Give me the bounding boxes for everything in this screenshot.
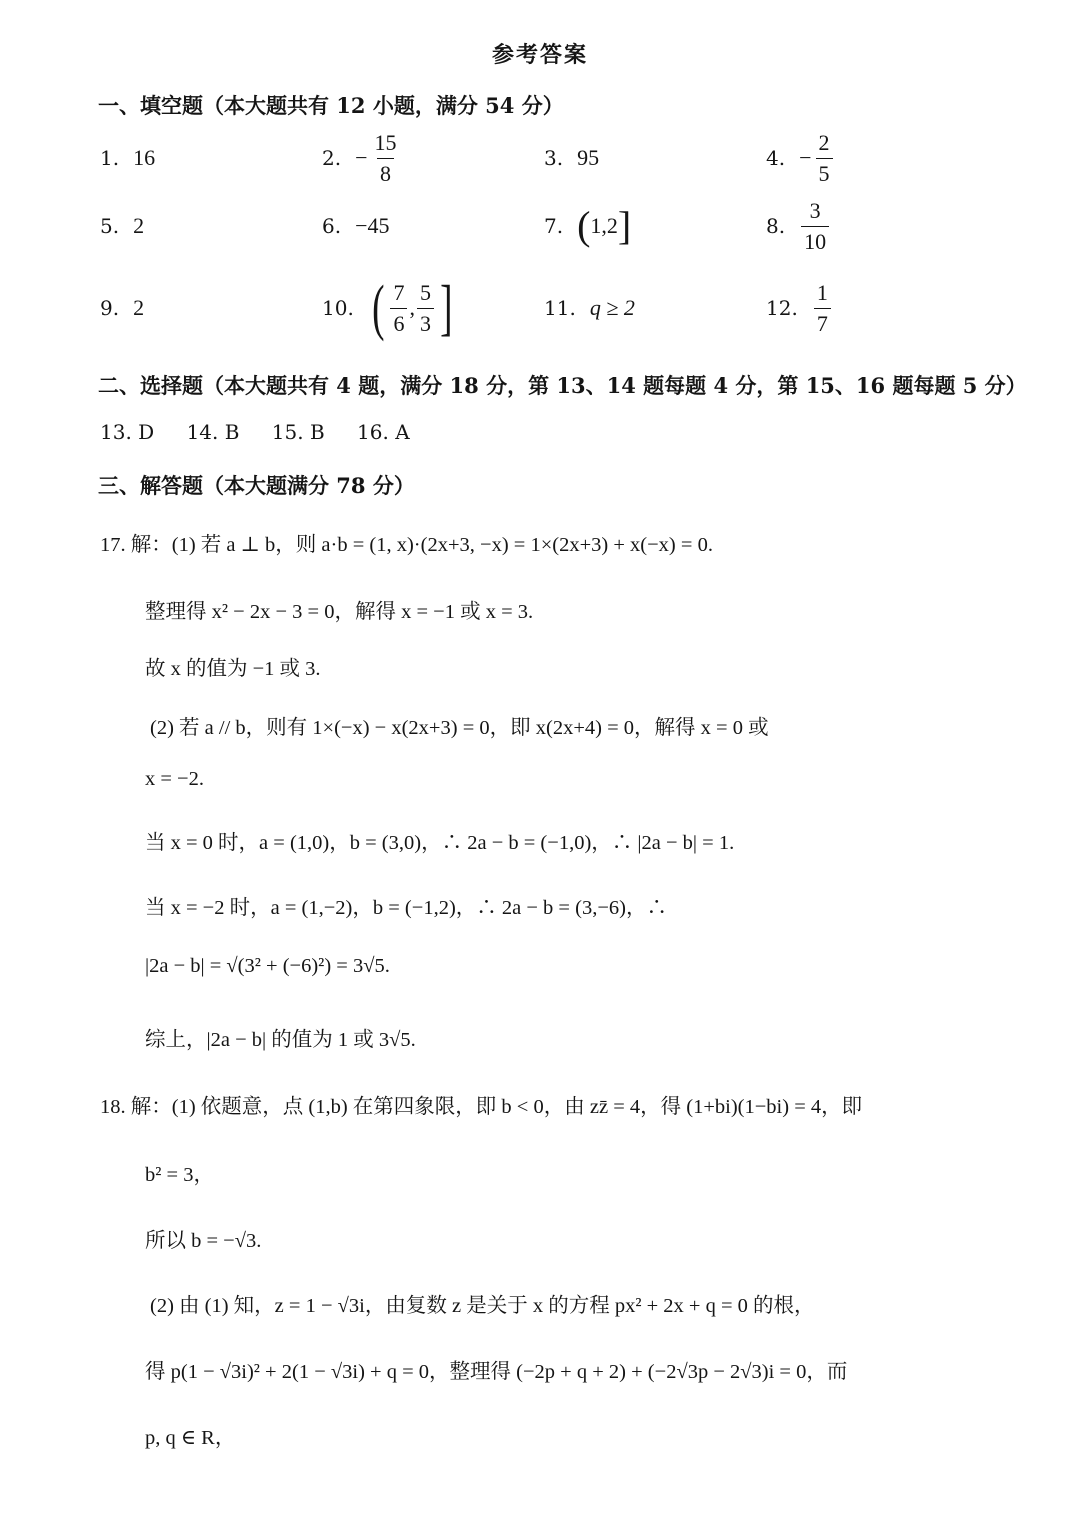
question-number: 2.	[322, 146, 342, 170]
interval-inner: 1,2	[590, 213, 618, 238]
section-heading-fill-in: 一、填空题（本大题共有 12 小题，满分 54 分）	[98, 93, 564, 118]
denominator: 5	[816, 158, 833, 187]
fraction	[801, 198, 829, 255]
page-title: 参考答案	[491, 42, 588, 68]
solution-line: (2) 若 a // b，则有 1×(−x) − x(2x+3) = 0，即 x(2x+4) = 0，解得 x = 0 或	[150, 717, 769, 739]
fill-answer-4	[766, 128, 835, 188]
question-number: 5.	[100, 214, 120, 238]
interval	[368, 274, 457, 342]
question-number: 6.	[322, 214, 342, 238]
question-number: 7.	[544, 214, 564, 238]
numerator: 5	[419, 279, 431, 305]
question-number: 3.	[544, 146, 564, 170]
solution-line: 18. 解：(1) 依题意，点 (1,b) 在第四象限，即 b < 0，由 zz̄ = 4，得 (1+bi)(1−bi) = 4，即	[100, 1096, 863, 1118]
numerator: 2	[818, 129, 830, 155]
solution-line: 整理得 x² − 2x − 3 = 0，解得 x = −1 或 x = 3.	[145, 601, 534, 623]
open-bracket: (	[577, 203, 591, 248]
solution-line: p, q ∈ R，	[145, 1427, 236, 1449]
fraction	[372, 130, 400, 187]
solution-line: 当 x = 0 时，a = (1,0)，b = (3,0)，∴ 2a − b = (−1,0)，∴ |2a − b| = 1.	[145, 832, 735, 854]
fill-answer-11	[544, 278, 635, 338]
answer-value: 16	[133, 145, 156, 170]
choice-answer: 13. D	[100, 420, 155, 444]
close-bracket: ]	[617, 203, 632, 248]
solution-line: 故 x 的值为 −1 或 3.	[145, 658, 321, 680]
question-number: 8.	[766, 214, 786, 238]
close-bracket: ]	[440, 274, 453, 342]
solution-line: (2) 由 (1) 知，z = 1 − √3i，由复数 z 是关于 x 的方程 px² + 2x + q = 0 的根，	[150, 1295, 815, 1317]
denominator: 10	[801, 226, 829, 255]
solution-line: 当 x = −2 时，a = (1,−2)，b = (−1,2)，∴ 2a − b = (3,−6)，∴	[145, 897, 667, 919]
section-heading-choice: 二、选择题（本大题共有 4 题，满分 18 分，第 13、14 题每题 4 分，第 15、16 题每题 5 分）	[98, 373, 1027, 398]
choice-answer: 15. B	[271, 420, 325, 444]
fraction	[390, 280, 407, 337]
choice-answer: 14. B	[186, 420, 240, 444]
fill-answer-5	[100, 196, 144, 256]
question-number: 4.	[766, 146, 786, 170]
minus-sign: −	[799, 145, 812, 170]
denominator: 8	[377, 158, 394, 187]
separator: ,	[409, 295, 415, 320]
fill-answer-3	[544, 128, 599, 188]
fill-answer-10	[322, 274, 457, 342]
solution-line: x = −2.	[145, 768, 204, 790]
fraction	[816, 130, 833, 187]
answer-value: q ≥ 2	[589, 295, 635, 320]
denominator: 3	[417, 308, 434, 337]
answer-value: 2	[133, 213, 145, 238]
fill-answer-1	[100, 128, 155, 188]
solution-line: 得 p(1 − √3i)² + 2(1 − √3i) + q = 0，整理得 (−2p + q + 2) + (−2√3p − 2√3)i = 0，而	[145, 1361, 848, 1383]
fill-answer-9	[100, 278, 144, 338]
section-heading-solutions: 三、解答题（本大题满分 78 分）	[98, 473, 415, 498]
numerator: 7	[393, 279, 405, 305]
choice-answer: 16. A	[357, 420, 410, 444]
fill-answer-8	[766, 196, 831, 256]
solution-line: 综上，|2a − b| 的值为 1 或 3√5.	[145, 1029, 416, 1051]
solution-line: 所以 b = −√3.	[145, 1230, 262, 1252]
fill-answer-2	[322, 128, 402, 188]
minus-sign: −	[355, 145, 368, 170]
solution-line: 17. 解：(1) 若 a ⊥ b，则 a·b = (1, x)·(2x+3, −x) = 1×(2x+3) + x(−x) = 0.	[100, 534, 713, 556]
denominator: 7	[814, 308, 831, 337]
fraction	[814, 280, 831, 337]
answer-value: 95	[577, 145, 600, 170]
numerator: 15	[374, 129, 397, 155]
interval	[577, 203, 632, 248]
question-number: 12.	[766, 296, 798, 320]
solution-line: b² = 3，	[145, 1164, 214, 1186]
answer-value: −45	[355, 213, 390, 238]
denominator: 6	[390, 308, 407, 337]
numerator: 3	[809, 197, 821, 223]
numerator: 1	[816, 279, 828, 305]
question-number: 11.	[544, 296, 576, 320]
fill-answer-6	[322, 196, 390, 256]
solution-line: |2a − b| = √(3² + (−6)²) = 3√5.	[145, 955, 390, 977]
fill-answer-7	[544, 196, 631, 256]
answer-value: 2	[133, 295, 145, 320]
fraction	[417, 280, 434, 337]
question-number: 1.	[100, 146, 120, 170]
fill-answer-12	[766, 278, 833, 338]
choice-answers	[100, 420, 436, 444]
open-bracket: (	[371, 274, 385, 342]
question-number: 10.	[322, 296, 354, 320]
question-number: 9.	[100, 296, 120, 320]
